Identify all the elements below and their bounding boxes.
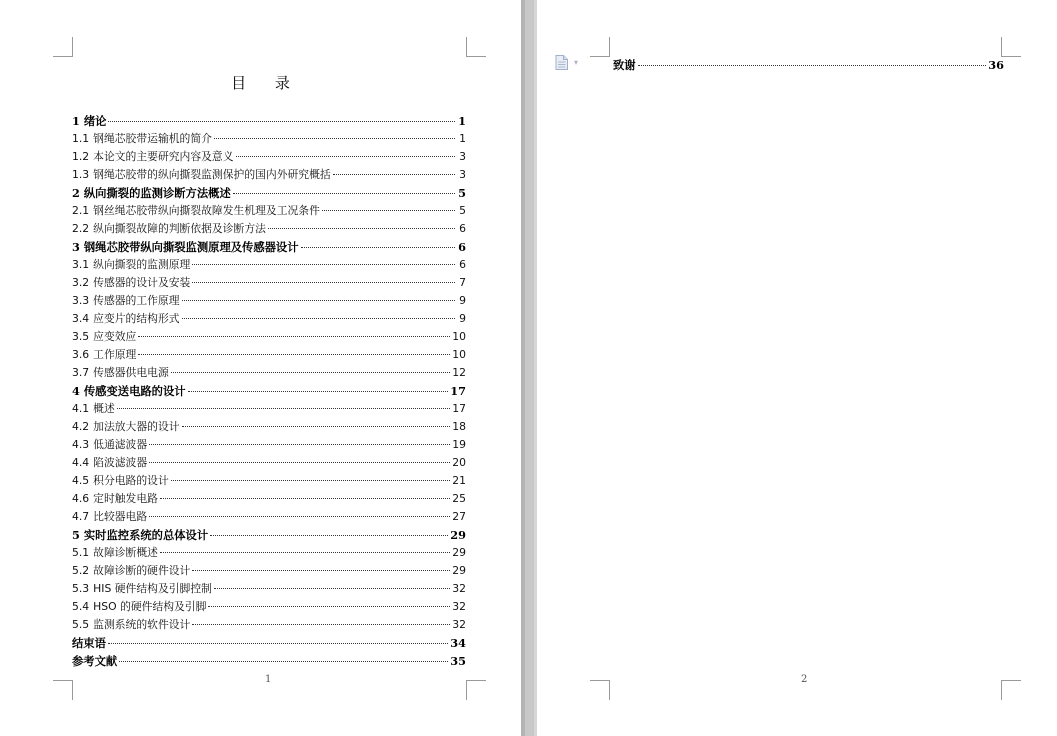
toc-entry-number: 1.2 (72, 150, 90, 163)
toc-entry-number: 5.4 (72, 600, 90, 613)
caret-down-icon[interactable]: ▾ (574, 58, 579, 67)
toc-entry[interactable] (72, 382, 466, 400)
toc-entry-page: 18 (452, 420, 466, 433)
toc-entry-number: 3.5 (72, 330, 90, 343)
toc-entry-page: 34 (450, 636, 466, 650)
toc-entry-page: 10 (452, 330, 466, 343)
toc-entry-title: 纵向撕裂的监测原理 (93, 258, 191, 271)
toc-entry[interactable] (72, 562, 466, 580)
toc-entry-page: 5 (459, 204, 466, 217)
toc-entry-number: 3.2 (72, 276, 90, 289)
toc-entry[interactable] (72, 202, 466, 220)
toc-entry-number: 3.7 (72, 366, 90, 379)
toc-entry[interactable] (72, 616, 466, 634)
toc-entry-page: 29 (452, 546, 466, 559)
toc-entry[interactable] (72, 508, 466, 526)
toc-entry-number: 3.1 (72, 258, 90, 271)
toc-entry[interactable] (72, 328, 466, 346)
toc-entry[interactable] (72, 598, 466, 616)
toc-leader-dots (149, 516, 450, 517)
toc-leader-dots (214, 588, 450, 589)
toc-entry[interactable] (72, 652, 466, 670)
toc-entry-number: 1 (72, 114, 80, 128)
toc-entry-title: HSO 的硬件结构及引脚 (93, 600, 207, 613)
toc-entry-number: 4.6 (72, 492, 90, 505)
toc-leader-dots (192, 282, 455, 283)
toc-entry[interactable] (72, 472, 466, 490)
toc-entry-page: 35 (450, 654, 466, 668)
toc-entry-title: 结束语 (72, 636, 106, 650)
toc-entry-title: 钢绳芯胶带纵向撕裂监测原理及传感器设计 (83, 240, 299, 254)
page-number: 2 (801, 674, 808, 685)
toc-entry-page: 1 (459, 132, 466, 145)
toc-entry-title: 钢绳芯胶带的纵向撕裂监测保护的国内外研究概括 (93, 168, 331, 181)
toc-entry-title: 传感器供电电源 (93, 366, 169, 379)
toc-entry[interactable] (72, 364, 466, 382)
toc-entry-title: 应变效应 (93, 330, 137, 343)
toc-leader-dots (210, 535, 448, 536)
toc-entry-page: 1 (458, 114, 466, 128)
toc-entry-number: 4.5 (72, 474, 90, 487)
page-gutter (521, 0, 537, 736)
toc-entry-number: 3.6 (72, 348, 90, 361)
toc-entry-title: 加法放大器的设计 (93, 420, 180, 433)
crop-mark-top-right (466, 37, 486, 57)
toc-entry-number: 5.5 (72, 618, 90, 631)
toc-leader-dots (192, 570, 450, 571)
toc-leader-dots (192, 624, 450, 625)
toc-entry-title: 纵向撕裂的监测诊断方法概述 (83, 186, 231, 200)
toc-entry-number: 1.3 (72, 168, 90, 181)
toc-entry-title: 监测系统的软件设计 (93, 618, 191, 631)
document-page-1 (0, 0, 521, 736)
table-of-contents (72, 112, 466, 670)
crop-mark-bottom-left (590, 680, 610, 700)
toc-entry-title: 概述 (93, 402, 115, 415)
page-number: 1 (265, 674, 272, 685)
toc-leader-dots (119, 661, 448, 662)
toc-entry-title: 定时触发电路 (93, 492, 158, 505)
toc-leader-dots (171, 480, 451, 481)
toc-entry-title: 实时监控系统的总体设计 (83, 528, 209, 542)
toc-entry-page: 29 (450, 528, 466, 542)
toc-entry-number: 5.1 (72, 546, 90, 559)
toc-entry[interactable] (72, 130, 466, 148)
toc-leader-dots (160, 552, 450, 553)
toc-entry[interactable] (72, 148, 466, 166)
toc-entry-title: 比较器电路 (93, 510, 148, 523)
toc-entry[interactable] (72, 454, 466, 472)
toc-entry-page: 9 (459, 294, 466, 307)
crop-mark-bottom-left (53, 680, 73, 700)
toc-entry[interactable] (72, 274, 466, 292)
toc-entry-page: 32 (452, 600, 466, 613)
toc-entry-title: 钢绳芯胶带运输机的简介 (93, 132, 212, 145)
toc-entry-title: 绪论 (83, 114, 107, 128)
toc-entry[interactable] (72, 400, 466, 418)
toc-entry-page: 20 (452, 456, 466, 469)
toc-entry-page: 17 (450, 384, 466, 398)
toc-entry-page: 6 (459, 258, 466, 271)
toc-entry-number: 4.2 (72, 420, 90, 433)
toc-entry-title: 积分电路的设计 (93, 474, 169, 487)
toc-leader-dots (214, 138, 455, 139)
crop-mark-bottom-right (1001, 680, 1021, 700)
toc-entry-number: 3 (72, 240, 80, 254)
toc-leader-dots (182, 300, 455, 301)
toc-entry-title: 传感器的工作原理 (93, 294, 180, 307)
toc-entry[interactable] (72, 580, 466, 598)
toc-entry-page: 17 (452, 402, 466, 415)
toc-entry[interactable] (72, 292, 466, 310)
crop-mark-top-left (53, 37, 73, 57)
toc-leader-dots (638, 65, 987, 66)
toc-entry-page: 27 (452, 510, 466, 523)
document-page-2 (537, 0, 1057, 736)
toc-entry-title: 传感器的设计及安装 (93, 276, 191, 289)
toc-entry-title: HIS 硬件结构及引脚控制 (93, 582, 212, 595)
toc-entry-page: 25 (452, 492, 466, 505)
toc-entry-title: 致谢 (613, 58, 636, 72)
toc-entry[interactable] (72, 526, 466, 544)
toc-entry-page: 6 (458, 240, 466, 254)
toc-entry-page: 32 (452, 582, 466, 595)
toc-leader-dots (322, 210, 455, 211)
toc-leader-dots (160, 498, 450, 499)
toc-entry-title: 本论文的主要研究内容及意义 (93, 150, 234, 163)
toc-leader-dots (108, 121, 455, 122)
toc-leader-dots (182, 318, 455, 319)
toc-entry-number: 4.1 (72, 402, 90, 415)
toc-leader-dots (208, 606, 450, 607)
toc-entry[interactable] (72, 436, 466, 454)
toc-entry[interactable] (72, 238, 466, 256)
toc-entry-page: 29 (452, 564, 466, 577)
toc-leader-dots (192, 264, 455, 265)
toc-entry-number: 4.7 (72, 510, 90, 523)
toc-entry-number: 3.3 (72, 294, 90, 307)
crop-mark-top-left (590, 37, 610, 57)
toc-leader-dots (138, 336, 450, 337)
toc-entry-page: 10 (452, 348, 466, 361)
document-icon[interactable] (555, 55, 568, 70)
toc-entry[interactable] (72, 418, 466, 436)
toc-entry-page: 9 (459, 312, 466, 325)
toc-leader-dots (268, 228, 455, 229)
toc-leader-dots (138, 354, 450, 355)
toc-leader-dots (108, 643, 448, 644)
toc-leader-dots (233, 193, 455, 194)
toc-entry-page: 5 (458, 186, 466, 200)
toc-entry-title: 应变片的结构形式 (93, 312, 180, 325)
toc-entry[interactable] (72, 544, 466, 562)
toc-entry-title: 故障诊断的硬件设计 (93, 564, 191, 577)
toc-entry-page: 7 (459, 276, 466, 289)
toc-entry-page: 3 (459, 150, 466, 163)
toc-entry-number: 2.1 (72, 204, 90, 217)
toc-leader-dots (171, 372, 451, 373)
toc-entry-title: 参考文献 (72, 654, 118, 668)
toc-entry[interactable] (72, 346, 466, 364)
crop-mark-top-right (1001, 37, 1021, 57)
toc-entry-number: 2.2 (72, 222, 90, 235)
toc-entry[interactable] (72, 184, 466, 202)
toc-entry-number: 1.1 (72, 132, 90, 145)
toc-entry-number: 4 (72, 384, 80, 398)
toc-entry[interactable] (72, 310, 466, 328)
toc-leader-dots (149, 462, 450, 463)
toc-entry-number: 5 (72, 528, 80, 542)
toc-entry-number: 5.2 (72, 564, 90, 577)
toc-entry[interactable] (72, 166, 466, 184)
crop-mark-bottom-right (466, 680, 486, 700)
toc-entry-title: 故障诊断概述 (93, 546, 158, 559)
toc-entry-title: 纵向撕裂故障的判断依据及诊断方法 (93, 222, 266, 235)
toc-leader-dots (188, 391, 449, 392)
toc-entry[interactable] (72, 220, 466, 238)
toc-entry-number: 2 (72, 186, 80, 200)
toc-entry-page: 6 (459, 222, 466, 235)
toc-entry-page: 21 (452, 474, 466, 487)
toc-entry-title: 低通滤波器 (93, 438, 148, 451)
toc-entry-number: 3.4 (72, 312, 90, 325)
toc-leader-dots (301, 247, 455, 248)
toc-entry-title: 陷波滤波器 (93, 456, 148, 469)
toc-entry-page: 36 (988, 58, 1004, 72)
toc-entry[interactable] (72, 112, 466, 130)
table-of-contents-continued (613, 56, 1004, 74)
toc-leader-dots (182, 426, 451, 427)
toc-entry-page: 3 (459, 168, 466, 181)
toc-entry-number: 4.4 (72, 456, 90, 469)
toc-entry-page: 19 (452, 438, 466, 451)
toc-entry[interactable] (72, 634, 466, 652)
toc-entry[interactable] (613, 56, 1004, 74)
gutter-shadow (521, 0, 525, 736)
toc-title: 目 录 (231, 74, 302, 92)
toc-leader-dots (236, 156, 455, 157)
toc-leader-dots (149, 444, 450, 445)
toc-entry-title: 工作原理 (93, 348, 137, 361)
toc-entry-number: 5.3 (72, 582, 90, 595)
toc-entry-page: 32 (452, 618, 466, 631)
toc-entry-title: 传感变送电路的设计 (83, 384, 186, 398)
toc-entry-title: 钢丝绳芯胶带纵向撕裂故障发生机理及工况条件 (93, 204, 320, 217)
toc-leader-dots (117, 408, 450, 409)
toc-leader-dots (333, 174, 455, 175)
toc-entry-page: 12 (452, 366, 466, 379)
toc-entry-number: 4.3 (72, 438, 90, 451)
toc-entry[interactable] (72, 490, 466, 508)
toc-entry[interactable] (72, 256, 466, 274)
